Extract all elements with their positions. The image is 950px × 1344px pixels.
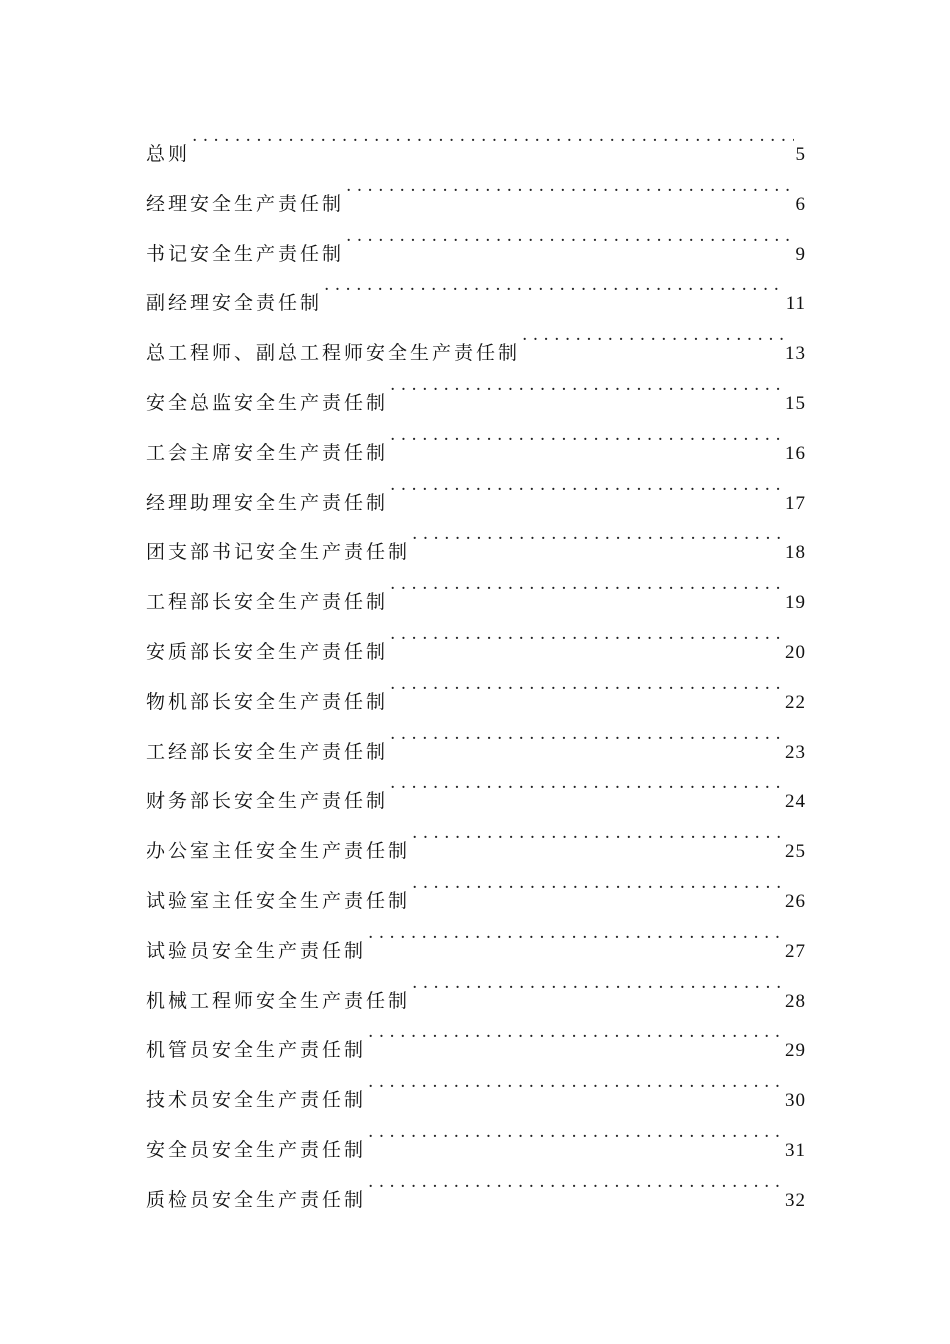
toc-entry-page: 11 [785,293,806,315]
toc-entry-title: 经理安全生产责任制 [146,192,345,215]
toc-entry-page: 29 [785,1040,806,1062]
toc-entry-title: 试验员安全生产责任制 [146,939,367,962]
toc-dot-leader [368,1128,783,1156]
toc-entry[interactable] [146,680,806,730]
toc-entry[interactable] [146,1028,806,1078]
toc-entry[interactable] [146,1128,806,1178]
table-of-contents [146,132,806,1228]
toc-entry[interactable] [146,879,806,929]
toc-dot-leader [390,779,783,807]
toc-entry-title: 总则 [146,143,191,165]
toc-entry[interactable] [146,580,806,630]
toc-entry-title: 副经理安全责任制 [146,292,323,315]
toc-entry-title: 安质部长安全生产责任制 [146,640,389,663]
toc-entry-page: 6 [795,193,806,215]
toc-entry-page: 28 [785,990,806,1012]
toc-entry-page: 9 [795,243,806,265]
toc-entry-title: 财务部长安全生产责任制 [146,790,389,813]
toc-entry-page: 19 [785,592,806,614]
toc-dot-leader [368,1078,783,1106]
toc-entry-page: 15 [785,392,806,414]
toc-dot-leader [346,232,793,260]
toc-dot-leader [412,879,783,907]
toc-dot-leader [390,481,783,509]
toc-entry-title: 书记安全生产责任制 [146,242,345,265]
toc-entry-page: 13 [785,343,806,365]
toc-entry-title: 安全员安全生产责任制 [146,1138,367,1161]
toc-entry[interactable] [146,182,806,232]
toc-dot-leader [368,929,783,957]
toc-entry[interactable] [146,929,806,979]
toc-entry-title: 机械工程师安全生产责任制 [146,989,411,1012]
toc-entry-title: 办公室主任安全生产责任制 [146,840,411,863]
toc-entry-title: 工会主席安全生产责任制 [146,441,389,464]
toc-dot-leader [390,381,783,409]
toc-entry-title: 工经部长安全生产责任制 [146,740,389,763]
toc-entry-page: 18 [785,542,806,564]
toc-entry-title: 经理助理安全生产责任制 [146,491,389,514]
toc-entry-page: 32 [785,1189,806,1211]
toc-entry-title: 质检员安全生产责任制 [146,1188,367,1211]
toc-entry-page: 16 [785,442,806,464]
toc-entry-page: 26 [785,890,806,912]
toc-entry[interactable] [146,431,806,481]
toc-dot-leader [412,979,783,1007]
toc-entry[interactable] [146,530,806,580]
toc-entry-title: 总工程师、副总工程师安全生产责任制 [146,342,521,365]
toc-entry[interactable] [146,481,806,531]
toc-dot-leader [412,530,783,558]
toc-dot-leader [522,331,783,359]
toc-dot-leader [368,1028,783,1056]
toc-dot-leader [192,132,793,160]
toc-dot-leader [390,630,783,658]
toc-entry-page: 22 [785,691,806,713]
toc-entry[interactable] [146,132,806,182]
toc-entry-page: 23 [785,741,806,763]
toc-entry-title: 团支部书记安全生产责任制 [146,541,411,564]
toc-entry[interactable] [146,331,806,381]
toc-entry[interactable] [146,829,806,879]
toc-dot-leader [412,829,783,857]
toc-entry-page: 20 [785,641,806,663]
toc-entry-page: 5 [795,144,806,165]
toc-entry-page: 17 [785,492,806,514]
toc-entry[interactable] [146,1078,806,1128]
toc-dot-leader [346,182,793,210]
toc-entry[interactable] [146,630,806,680]
toc-entry[interactable] [146,381,806,431]
toc-entry[interactable] [146,779,806,829]
toc-entry-page: 24 [785,791,806,813]
toc-entry-page: 25 [785,841,806,863]
toc-dot-leader [324,281,784,309]
toc-entry-page: 27 [785,940,806,962]
toc-entry[interactable] [146,1178,806,1228]
toc-dot-leader [368,1178,783,1206]
toc-dot-leader [390,680,783,708]
toc-entry[interactable] [146,232,806,282]
toc-dot-leader [390,431,783,459]
toc-entry-title: 物机部长安全生产责任制 [146,690,389,713]
toc-entry-title: 试验室主任安全生产责任制 [146,889,411,912]
toc-entry[interactable] [146,979,806,1029]
toc-entry-page: 30 [785,1090,806,1112]
toc-entry-title: 技术员安全生产责任制 [146,1089,367,1112]
toc-entry[interactable] [146,281,806,331]
toc-entry-page: 31 [785,1139,806,1161]
toc-dot-leader [390,730,783,758]
toc-entry-title: 机管员安全生产责任制 [146,1039,367,1062]
toc-entry[interactable] [146,730,806,780]
toc-dot-leader [390,580,783,608]
toc-entry-title: 工程部长安全生产责任制 [146,591,389,614]
toc-entry-title: 安全总监安全生产责任制 [146,391,389,414]
